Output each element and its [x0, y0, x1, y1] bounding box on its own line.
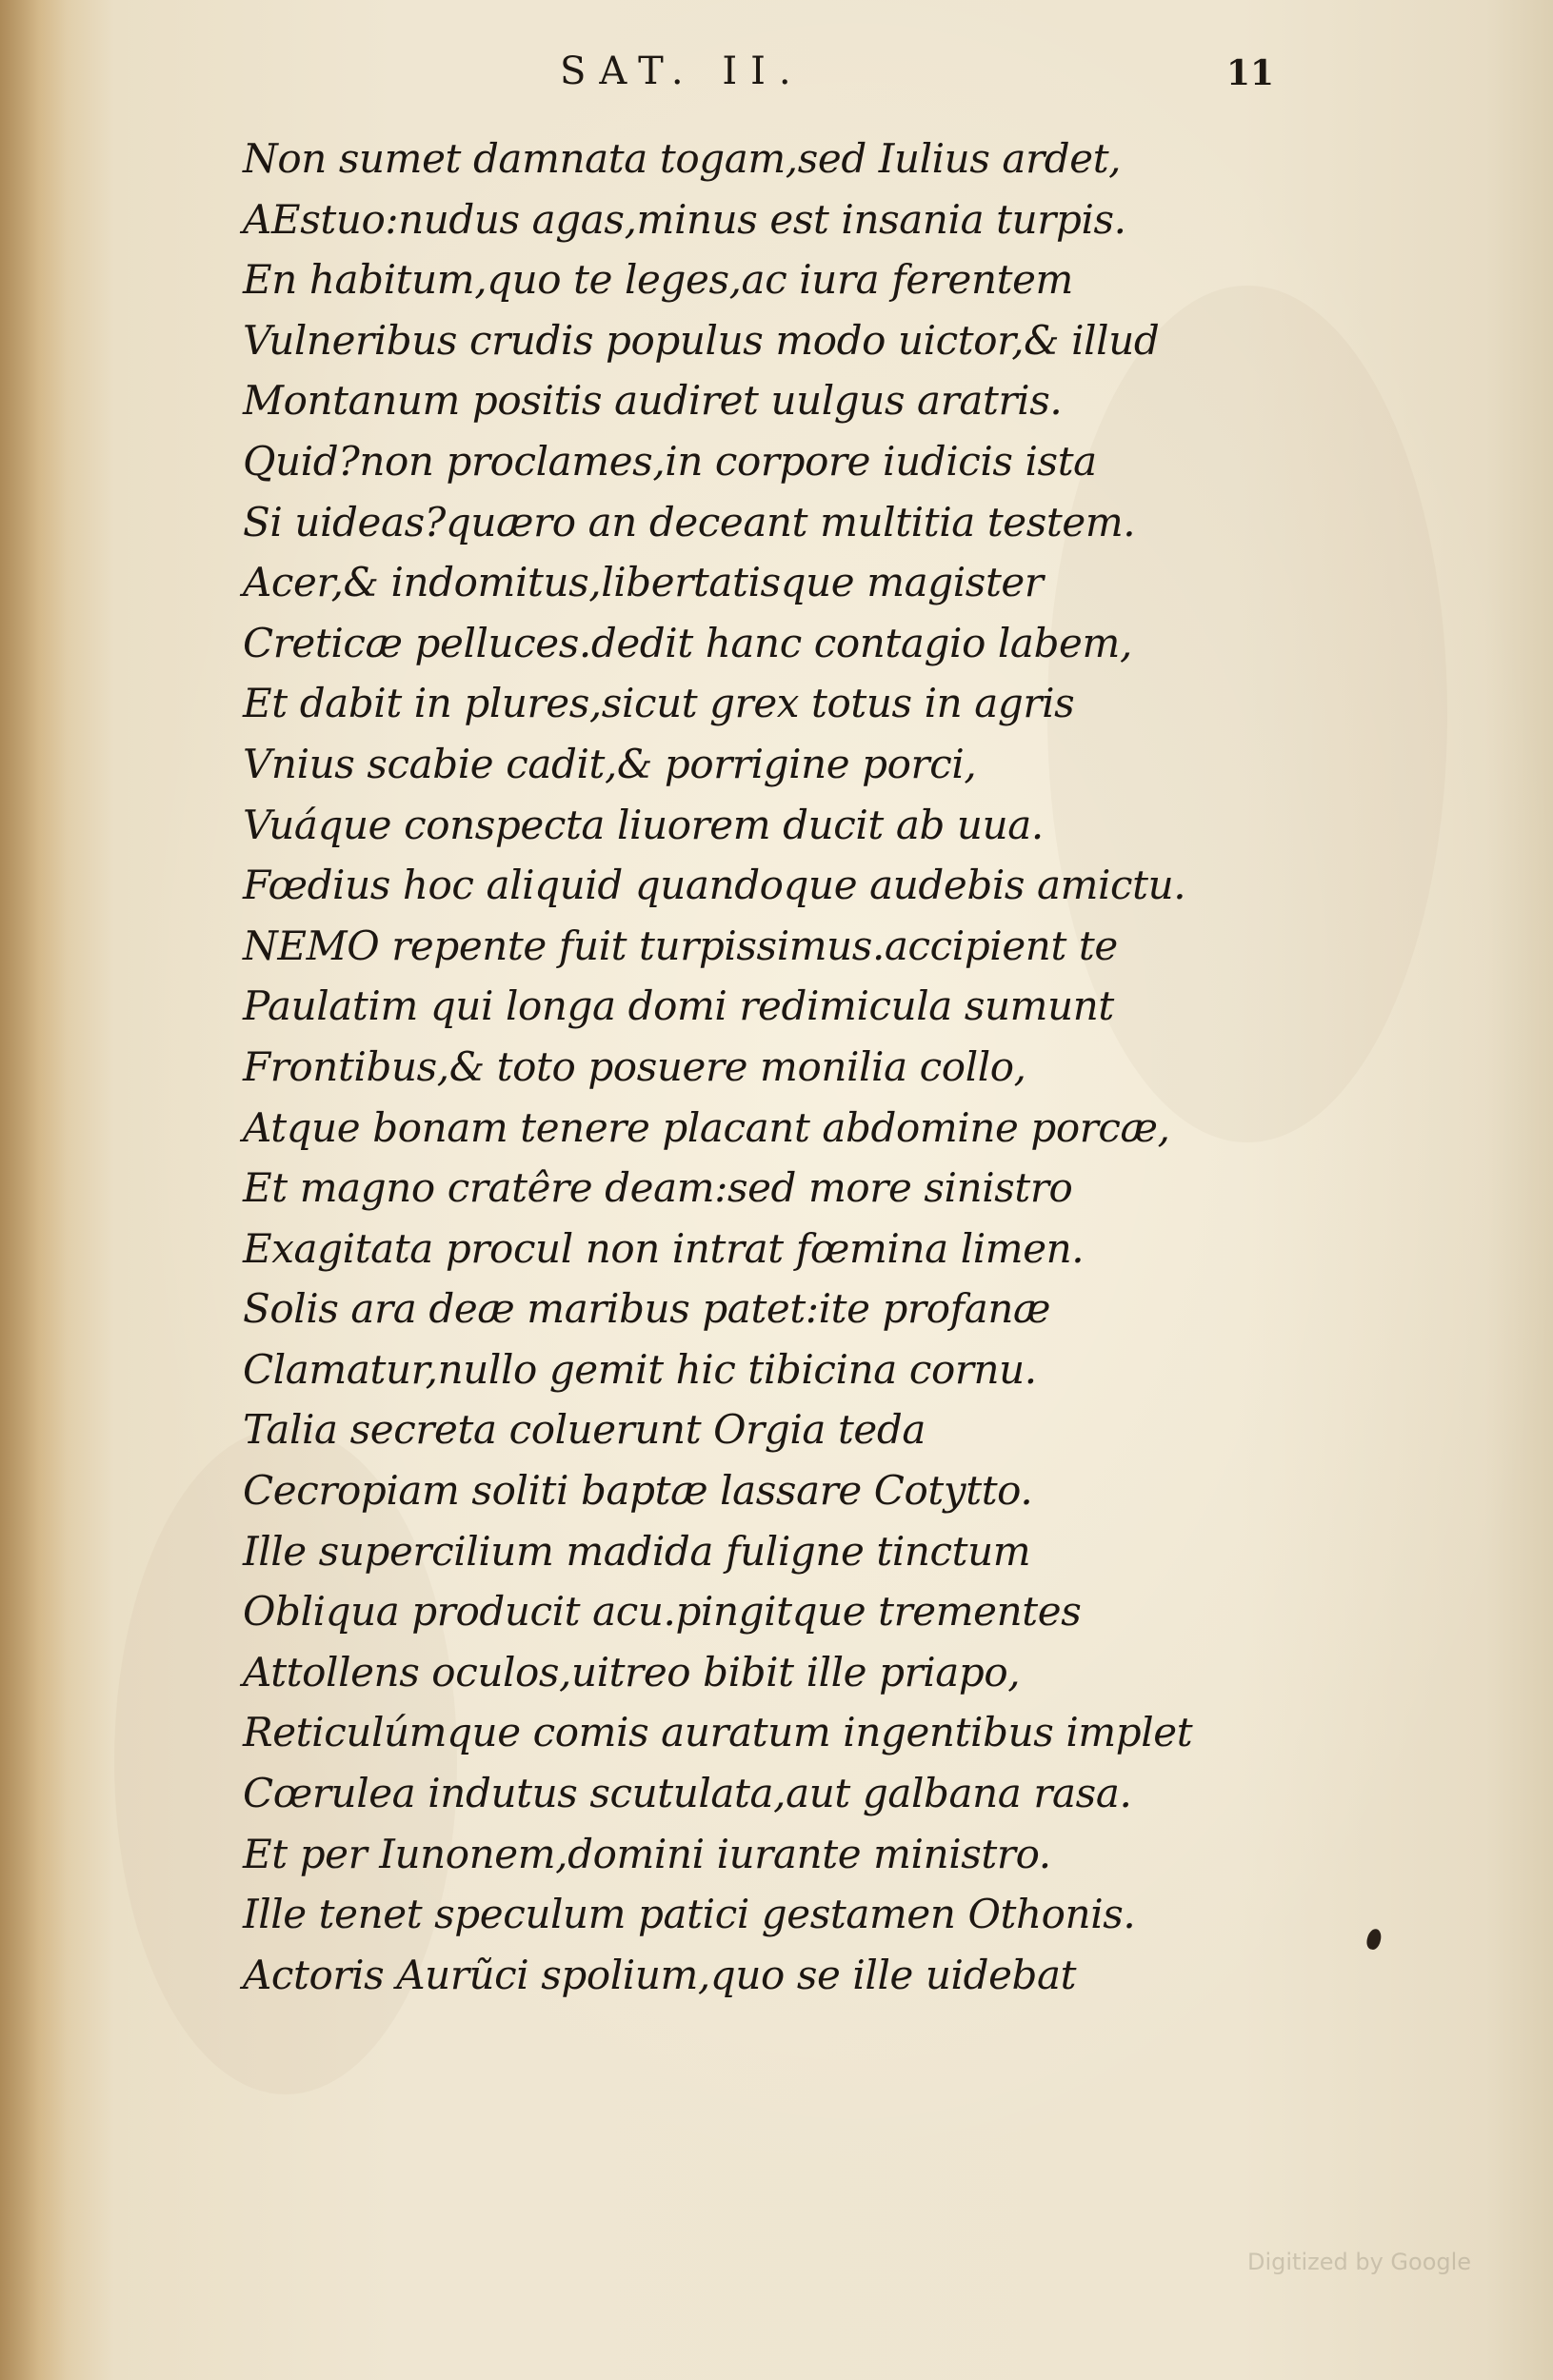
verse-line: Paulatim qui longa domi redimicula sumunt — [243, 982, 1114, 1030]
verse-line: Clamatur,nullo gemit hic tibicina cornu. — [243, 1345, 1037, 1393]
page-header — [0, 50, 1553, 116]
verse-line: Ille tenet speculum patici gestamen Othonis. — [243, 1891, 1136, 1938]
running-head: SAT. II. — [560, 50, 805, 93]
verse-line: Actoris Aurũci spolium,quo se ille uidebat — [243, 1951, 1077, 1998]
verse-line: Atque bonam tenere placant abdomine porcæ, — [243, 1103, 1170, 1151]
verse-line: NEMO repente fuit turpissimus.accipient te — [243, 922, 1118, 969]
verse-line: Vulneribus crudis populus modo uictor,& illud — [243, 316, 1160, 364]
digitization-watermark: Digitized by Google — [1247, 2249, 1472, 2275]
ink-blot — [1364, 1928, 1383, 1952]
verse-line: Fœdius hoc aliquid quandoque audebis amictu. — [243, 862, 1186, 909]
verse-line: Vnius scabie cadit,& porrigine porci, — [243, 740, 977, 787]
page-gutter-shadow — [0, 0, 67, 2380]
verse-line: Si uideas?quæro an deceant multitia testem. — [243, 498, 1136, 545]
verse-line: Reticulúmque comis auratum ingentibus implet — [243, 1709, 1193, 1756]
page-number: 11 — [1226, 53, 1275, 93]
verse-line: Vuáque conspecta liuorem ducit ab uua. — [243, 801, 1044, 848]
verse-line: Cecropiam soliti baptæ lassare Cotytto. — [243, 1467, 1033, 1515]
verse-line: Et magno cratêre deam:sed more sinistro — [243, 1164, 1073, 1212]
verse-line: Non sumet damnata togam,sed Iulius ardet, — [243, 135, 1122, 182]
verse-line: Acer,& indomitus,libertatisque magister — [243, 559, 1044, 606]
verse-line: Talia secreta coluerunt Orgia teda — [243, 1406, 926, 1454]
verse-line: Obliqua producit acu.pingitque trementes — [243, 1588, 1082, 1636]
verse-line: En habitum,quo te leges,ac iura ferentem — [243, 256, 1073, 304]
verse-line: Et dabit in plures,sicut grex totus in agris — [243, 680, 1075, 727]
verse-line: AEstuo:nudus agas,minus est insania turpis. — [243, 195, 1126, 243]
verse-line: Exagitata procul non intrat fœmina limen. — [243, 1224, 1085, 1272]
verse-line: Cœrulea indutus scutulata,aut galbana rasa. — [243, 1770, 1132, 1817]
verse-line: Solis ara deæ maribus patet:ite profanæ — [243, 1285, 1051, 1333]
verse-line: Ille supercilium madida fuligne tinctum — [243, 1527, 1031, 1575]
verse-line: Et per Iunonem,domini iurante ministro. — [243, 1830, 1051, 1877]
verse-line: Quid?non proclames,in corpore iudicis ista — [243, 437, 1097, 485]
verse-text-block — [243, 129, 1271, 2005]
verse-line: Montanum positis audiret uulgus aratris. — [243, 377, 1063, 425]
verse-line: Creticæ pelluces.dedit hanc contagio labem, — [243, 619, 1132, 666]
verse-line: Attollens oculos,uitreo bibit ille priapo, — [243, 1648, 1021, 1696]
verse-line: Frontibus,& toto posuere monilia collo, — [243, 1042, 1026, 1090]
